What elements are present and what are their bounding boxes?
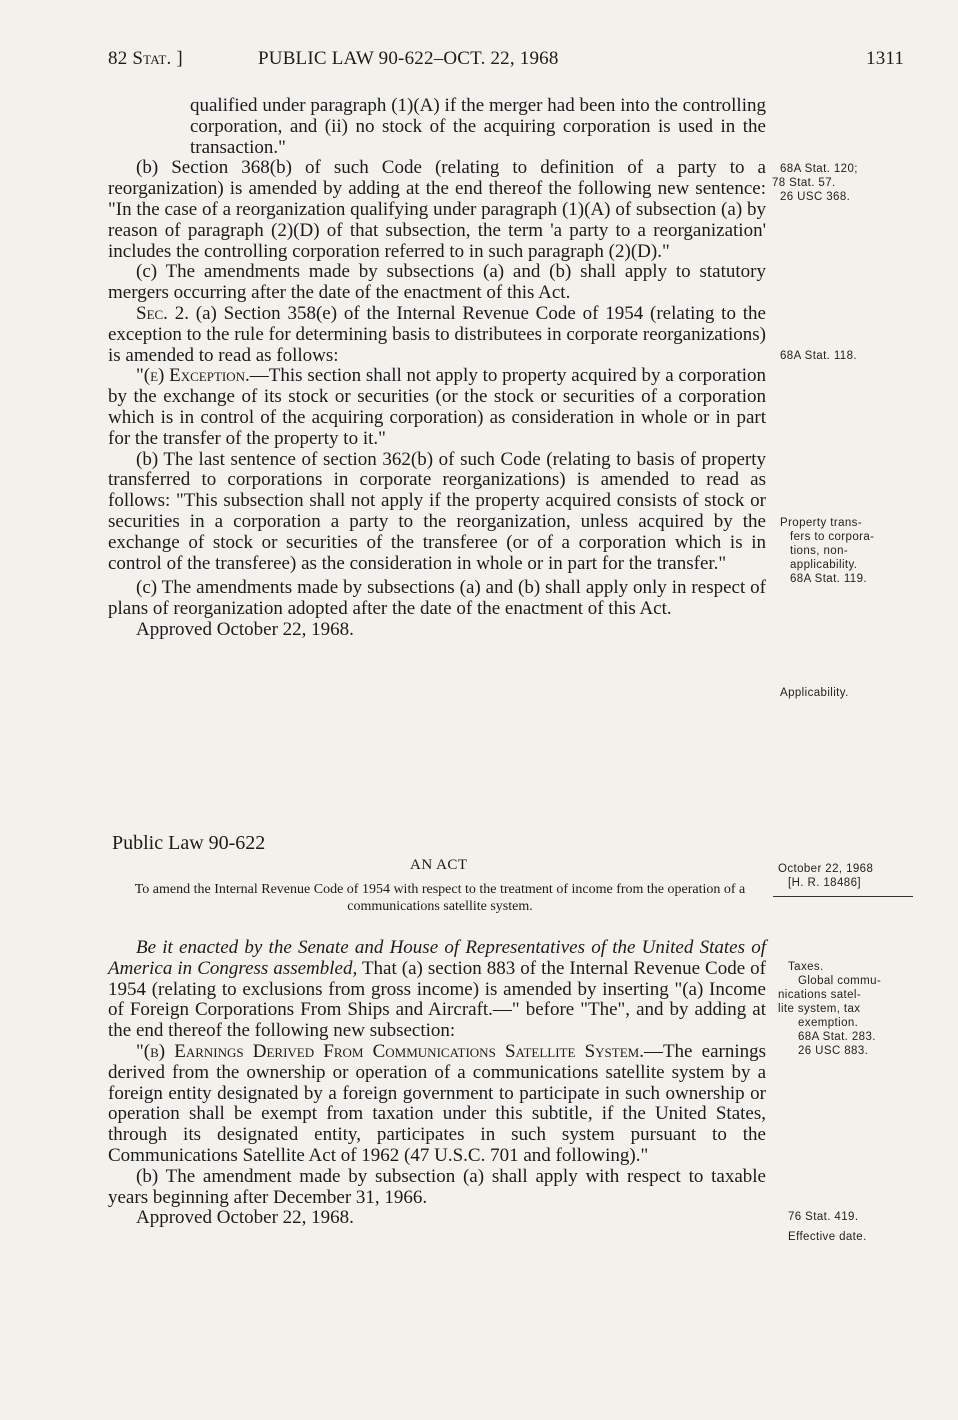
margin-note-taxes: Taxes. Global commu- nications satel- lite system, tax exemption. 68A Stat. 283. 26 USC 883. (778, 961, 882, 1057)
enacting-text: That (a) section 883 of the Internal Revenue Code of 1954 (relating to exclusions from gross income) is amended by inserting "(a) Income of Foreign Corporations From Ships and Aircraft.—" before "The", and by adding at the end thereof the following new subsection: (108, 957, 767, 1042)
margin-note-date-bill: October 22, 1968 [H. R. 18486] (778, 863, 874, 889)
enacting-italic: Be it enacted by the Senate and House of Representatives of the United States of America in Congress assembled, (108, 937, 766, 979)
approved-date-1: Approved October 22, 1968. (136, 618, 354, 640)
effective-paragraph: (b) The amendment made by subsection (a) shall apply with respect to taxable years beginning after December 31, 1966. (108, 1165, 766, 1208)
paragraph-continuation: qualified under paragraph (1)(A) if the merger had been into the controlling corporation, and (ii) no stock of the acquiring corporation is used in the transaction." (190, 95, 766, 158)
subsection-b-text: —The earnings derived from the ownership or operation of a communications satellite system by a foreign entity designated by a foreign government to participate in such ownership or operation shall be exempt from taxation under this subtitle, if the United States, through its designated entity, participates in such system pursuant to the Communications Satellite Act of 1962 (47 U.S.C. 701 and following)." (108, 1040, 767, 1166)
an-act-heading: AN ACT (410, 857, 468, 873)
paragraph-sec2-c: (c) The amendments made by subsections (a) and (b) shall apply only in respect of plans of reorganization adopted after the date of the enactment of this Act. (108, 577, 766, 620)
subsection-b-lead: "(b) Earnings Derived From Communications Satellite System. (136, 1040, 644, 1062)
main-text-block-2 (108, 938, 766, 1229)
margin-note-citation-3: 76 Stat. 419. (788, 1211, 859, 1223)
section-lead: Sec. 2. (136, 302, 189, 324)
margin-note-effective-date: Effective date. (788, 1231, 867, 1243)
main-text-block-1 (108, 96, 766, 641)
exception-text: —This section shall not apply to property acquired by a corporation by the exchange of its stock or securities (or the stock or securities of a corporation which is in control of the acquiring corporation) as consideration in whole or in part for the transfer of the property to it." (108, 365, 766, 449)
header-title: PUBLIC LAW 90-622–OCT. 22, 1968 (258, 48, 559, 69)
section-text: (a) Section 358(e) of the Internal Revenue Code of 1954 (relating to the exception to the rule for determining basis to distributees in corporate reorganizations) is amended to read as follows: (108, 302, 766, 366)
margin-note-property-transfers: Property trans- fers to corpora- tions, non- applicability. 68A Stat. 119. (780, 517, 875, 585)
margin-rule (773, 896, 913, 897)
paragraph-sec2-a (108, 304, 766, 366)
margin-note-applicability: Applicability. (780, 687, 849, 699)
enacting-clause (108, 938, 766, 1042)
paragraph-sec1-c: (c) The amendments made by subsections (a) and (b) shall apply to statutory mergers occurring after the date of the enactment of this Act. (108, 261, 766, 304)
paragraph-exception (108, 366, 766, 449)
subsection-b (108, 1042, 766, 1167)
approved-date-2: Approved October 22, 1968. (136, 1207, 354, 1229)
header-volume: 82 Stat. ] (108, 48, 183, 69)
margin-note-citations-2: 68A Stat. 118. (780, 350, 857, 362)
public-law-label: Public Law 90-622 (112, 832, 266, 854)
header-page-number: 1311 (866, 48, 905, 69)
exception-lead: "(e) Exception. (136, 365, 250, 387)
paragraph-sec1-b: (b) Section 368(b) of such Code (relating to definition of a party to a reorganization) is amended by adding at the end thereof the following new sentence: "In the case of a reorganization qualifying under paragraph (1)(A) of subsection (a) by reason of paragraph (2)(D) of that subsection, the term 'a party to a reorganization' includes the controlling corporation referred to in such paragraph (2)(D)." (108, 157, 766, 262)
margin-note-citations-1: 68A Stat. 120; 78 Stat. 57. 26 USC 368. (772, 163, 858, 203)
act-title: To amend the Internal Revenue Code of 1954 with respect to the treatment of income from the operation of a communications satellite system. (134, 882, 746, 914)
paragraph-sec2-b: (b) The last sentence of section 362(b) of such Code (relating to basis of property transferred to corporations in corporate reorganizations) is amended to read as follows: "This subsection shall not apply if the property acquired consists of stock or securities in a corporation a party to the reorganization, unless acquired by the exchange of stock or securities of the transferee (or of a corporation which is in control of the transferee) as the consideration in whole or in part for the transfer." (108, 448, 766, 574)
